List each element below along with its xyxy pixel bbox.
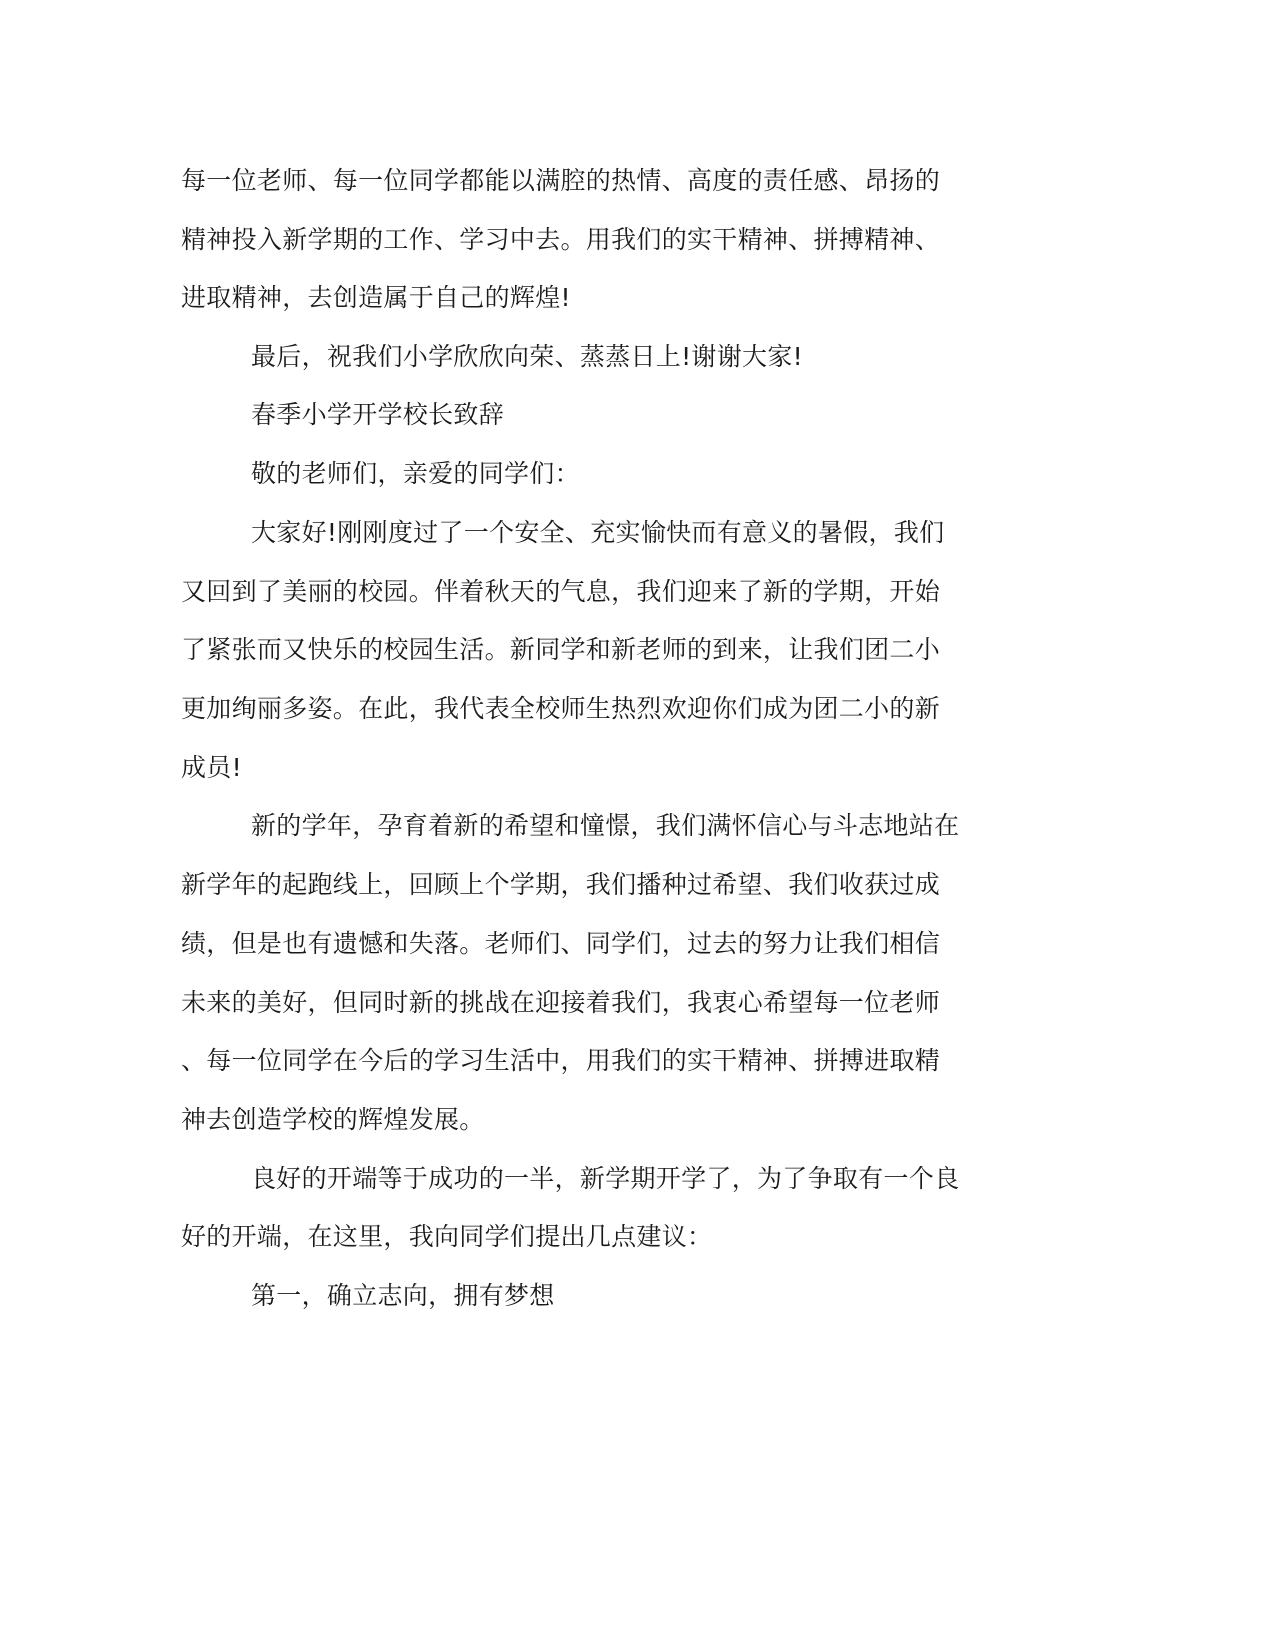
text-line: 敬的老师们，亲爱的同学们： <box>251 459 580 488</box>
text-line: 新学年的起跑线上，回顾上个学期，我们播种过希望、我们收获过成 <box>181 870 941 899</box>
text-line: 新的学年，孕育着新的希望和憧憬，我们满怀信心与斗志地站在 <box>251 811 960 840</box>
text-line: 进取精神，去创造属于自己的辉煌! <box>181 283 571 312</box>
text-line: 了紧张而又快乐的校园生活。新同学和新老师的到来，让我们团二小 <box>181 635 941 664</box>
text-line: 每一位老师、每一位同学都能以满腔的热情、高度的责任感、昂扬的 <box>181 166 941 195</box>
text-line: 、每一位同学在今后的学习生活中，用我们的实干精神、拼搏进取精 <box>181 1046 941 1075</box>
text-line: 最后，祝我们小学欣欣向荣、蒸蒸日上!谢谢大家! <box>251 342 803 371</box>
text-line: 精神投入新学期的工作、学习中去。用我们的实干精神、拼搏精神、 <box>181 225 941 254</box>
text-line: 良好的开端等于成功的一半，新学期开学了，为了争取有一个良 <box>251 1164 960 1193</box>
text-line: 成员! <box>181 753 242 782</box>
text-line: 神去创造学校的辉煌发展。 <box>181 1105 485 1134</box>
text-line: 春季小学开学校长致辞 <box>251 400 505 429</box>
text-line: 第一，确立志向，拥有梦想 <box>251 1281 555 1310</box>
text-line: 更加绚丽多姿。在此，我代表全校师生热烈欢迎你们成为团二小的新 <box>181 694 941 723</box>
text-line: 好的开端，在这里，我向同学们提出几点建议： <box>181 1222 713 1251</box>
text-line: 又回到了美丽的校园。伴着秋天的气息，我们迎来了新的学期，开始 <box>181 577 941 606</box>
text-line: 绩，但是也有遗憾和失落。老师们、同学们，过去的努力让我们相信 <box>181 929 941 958</box>
text-line: 未来的美好，但同时新的挑战在迎接着我们，我衷心希望每一位老师 <box>181 988 941 1017</box>
text-line: 大家好!刚刚度过了一个安全、充实愉快而有意义的暑假，我们 <box>251 518 945 547</box>
